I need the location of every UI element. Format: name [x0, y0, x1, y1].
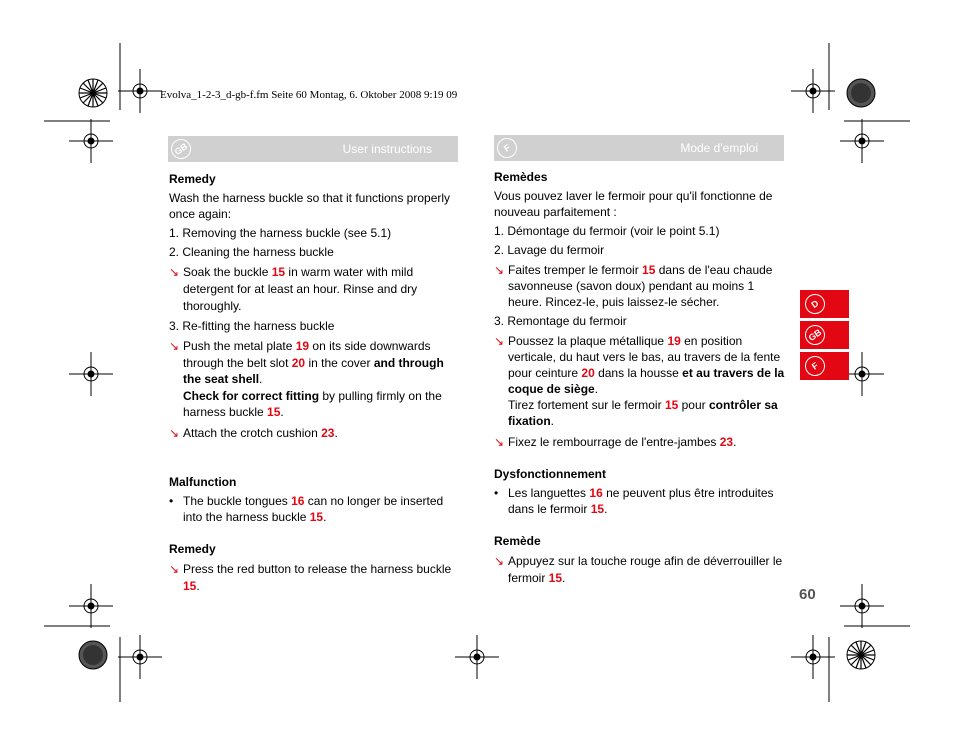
- arrow-icon: ↘: [494, 334, 505, 348]
- instruction-push: ↘ Push the metal plate 19 on its side downwards through the belt slot 20 in the cover and through the seat shell. Check for correct fitting by pulling firmly on the harness buckle 15.: [169, 339, 444, 419]
- arrow-icon: ↘: [169, 425, 180, 440]
- bullet: •: [494, 486, 499, 500]
- step-3: 3. Remontage du fermoir: [494, 314, 627, 328]
- instruction-press: ↘ Press the red button to release the harness buckle 15.: [169, 561, 452, 593]
- step-2: 2. Cleaning the harness buckle: [169, 245, 334, 259]
- arrow-icon: ↘: [494, 435, 505, 449]
- step-3: 3. Re-fitting the harness buckle: [169, 319, 335, 333]
- section-bar-fr: [494, 135, 784, 161]
- arrow-icon: ↘: [494, 263, 505, 277]
- lang-badge-gb: GB: [167, 135, 195, 163]
- malfunction-item: • Les languettes 16 ne peuvent plus être introduites dans le fermoir 15.: [494, 486, 774, 516]
- column-fr: [494, 169, 786, 587]
- lang-tab-label: GB: [801, 321, 829, 349]
- malfunction-item: • The buckle tongues 16 can no longer be inserted into the harness buckle 15.: [169, 493, 444, 524]
- lang-tab-d[interactable]: [800, 290, 849, 318]
- instruction-attach: ↘ Fixez le rembourrage de l'entre-jambes 23.: [494, 435, 737, 449]
- intro-text: Wash the harness buckle so that it functions properly once again:: [169, 191, 451, 221]
- arrow-icon: ↘: [169, 265, 180, 279]
- remedy-heading: Remedy: [169, 172, 216, 186]
- column-en: [169, 171, 461, 595]
- instruction-push: ↘ Poussez la plaque métallique 19 en position verticale, du haut vers le bas, au travers de la fente pour ceinture 20 dans la housse et au travers de la coque de siège. Tirez fortement sur le fermoir 15 pour contrôler sa fixation.: [494, 334, 785, 428]
- instruction-press: ↘ Appuyez sur la touche rouge afin de déverrouiller le fermoir 15.: [494, 554, 783, 585]
- section-title-en: User instructions: [342, 142, 432, 156]
- remedy2-heading: Remedy: [169, 541, 216, 556]
- lang-badge-f: F: [493, 134, 521, 162]
- section-title-fr: Mode d'emploi: [680, 141, 758, 155]
- malfunction-heading: Dysfonctionnement: [494, 467, 607, 481]
- instruction-attach: ↘ Attach the crotch cushion 23.: [169, 425, 338, 440]
- step-2: 2. Lavage du fermoir: [494, 243, 605, 257]
- malfunction-heading: Malfunction: [169, 474, 237, 489]
- section-bar-en: [168, 136, 458, 162]
- remedy-heading: Remèdes: [494, 170, 548, 184]
- arrow-icon: ↘: [494, 554, 505, 568]
- intro-text: Vous pouvez laver le fermoir pour qu'il fonctionne de nouveau parfaitement :: [494, 189, 773, 219]
- lang-tab-gb[interactable]: [800, 321, 849, 349]
- instruction-soak: ↘ Soak the buckle 15 in warm water with mild detergent for at least an hour. Rinse and dry thoroughly.: [169, 265, 418, 313]
- lang-tab-label: D: [801, 290, 829, 318]
- step-1: 1. Démontage du fermoir (voir le point 5.1): [494, 224, 720, 238]
- lang-tab-f[interactable]: [800, 352, 849, 380]
- arrow-icon: ↘: [169, 339, 180, 353]
- part-number: 15: [271, 265, 286, 279]
- bullet: •: [169, 493, 174, 508]
- arrow-icon: ↘: [169, 561, 180, 576]
- file-header: Evolva_1-2-3_d-gb-f.fm Seite 60 Montag, 6. Oktober 2008 9:19 09: [160, 89, 458, 101]
- remedy2-heading: Remède: [494, 534, 541, 548]
- lang-tab-label: F: [801, 352, 829, 380]
- step-1: 1. Removing the harness buckle (see 5.1): [169, 226, 392, 240]
- page-number: 60: [799, 586, 816, 603]
- instruction-soak: ↘ Faites tremper le fermoir 15 dans de l'eau chaude savonneuse (savon doux) pendant au moins 1 heure. Rincez-le, puis laissez-le sécher.: [494, 263, 773, 309]
